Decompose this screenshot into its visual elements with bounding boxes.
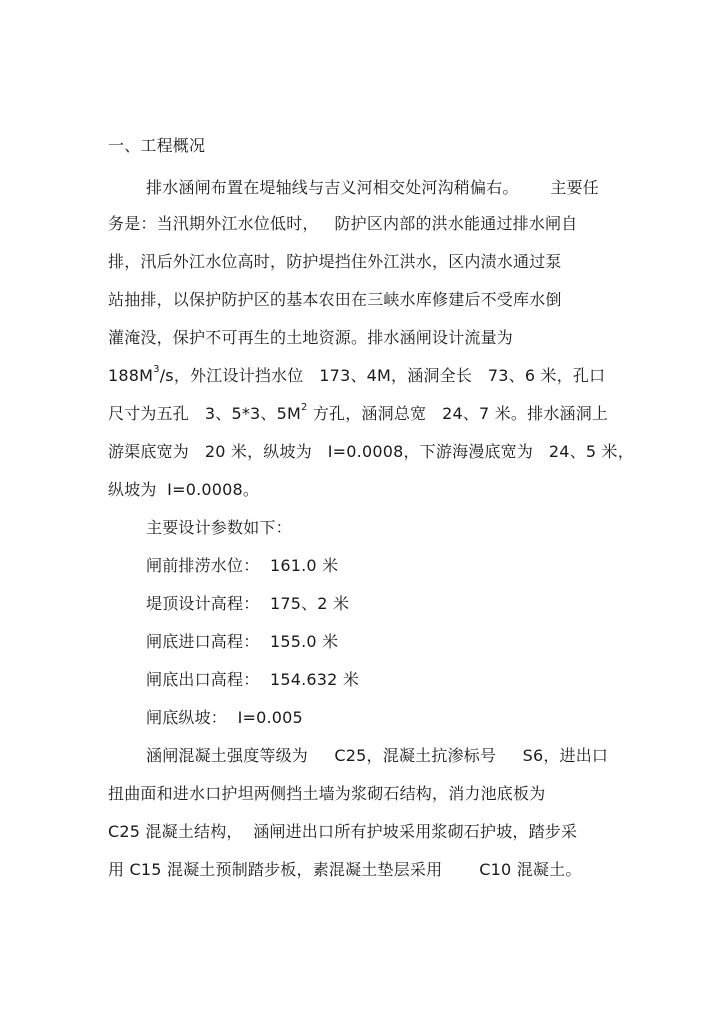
paragraph1-line6 [108, 363, 606, 386]
param-item: 闸前排涝水位： 161.0 米 [146, 556, 339, 575]
param-item: 闸底纵坡： I=0.005 [146, 708, 303, 727]
paragraph1-line2: 务是：当汛期外江水位低时， 防护区内部的洪水能通过排水闸自 [108, 214, 578, 233]
paragraph2-line3: C25 混凝土结构， 涵闸进出口所有护坡采用浆砌石护坡，踏步采 [108, 822, 578, 841]
paragraph2-line2: 扭曲面和进水口护坦两侧挡土墙为浆砌石结构，消力池底板为 [108, 784, 546, 803]
square-superscript: 2 [300, 401, 308, 413]
paragraph1-line3: 排，汛后外江水位高时，防护堤挡住外江洪水，区内渍水通过泵 [108, 252, 562, 271]
paragraph1-line5: 灌淹没，保护不可再生的土地资源。排水涵闸设计流量为 [108, 328, 514, 347]
param-item: 堤顶设计高程： 175、2 米 [146, 594, 350, 613]
param-item: 闸底进口高程： 155.0 米 [146, 632, 339, 651]
section-heading: 一、工程概况 [108, 136, 206, 155]
paragraph1-line8: 游渠底宽为 20 米，纵坡为 I=0.0008，下游海漫底宽为 24、5 米， [108, 442, 634, 461]
flow-value: 188M [108, 366, 154, 385]
paragraph1-line1: 排水涵闸布置在堤轴线与吉义河相交处河沟稍偏右。 主要任 [146, 178, 599, 197]
opening-size: 尺寸为五孔 3、5*3、5M [108, 404, 301, 423]
params-intro: 主要设计参数如下： [146, 518, 292, 537]
cubic-superscript: 3 [153, 363, 160, 375]
line7-rest: 方孔，涵洞总宽 24、7 米。排水涵洞上 [307, 404, 609, 423]
param-item: 闸底出口高程： 154.632 米 [146, 670, 360, 689]
paragraph2-line4: 用 C15 混凝土预制踏步板，素混凝土垫层采用 C10 混凝土。 [108, 860, 582, 879]
paragraph2-line1: 涵闸混凝土强度等级为 C25，混凝土抗渗标号 S6，进出口 [146, 746, 609, 765]
paragraph1-line9: 纵坡为 I=0.0008。 [108, 480, 260, 499]
paragraph1-line7 [108, 401, 609, 424]
line6-rest: /s，外江设计挡水位 173、4M，涵洞全长 73、6 米，孔口 [159, 366, 606, 385]
paragraph1-line4: 站抽排，以保护防护区的基本农田在三峡水库修建后不受库水倒 [108, 290, 562, 309]
